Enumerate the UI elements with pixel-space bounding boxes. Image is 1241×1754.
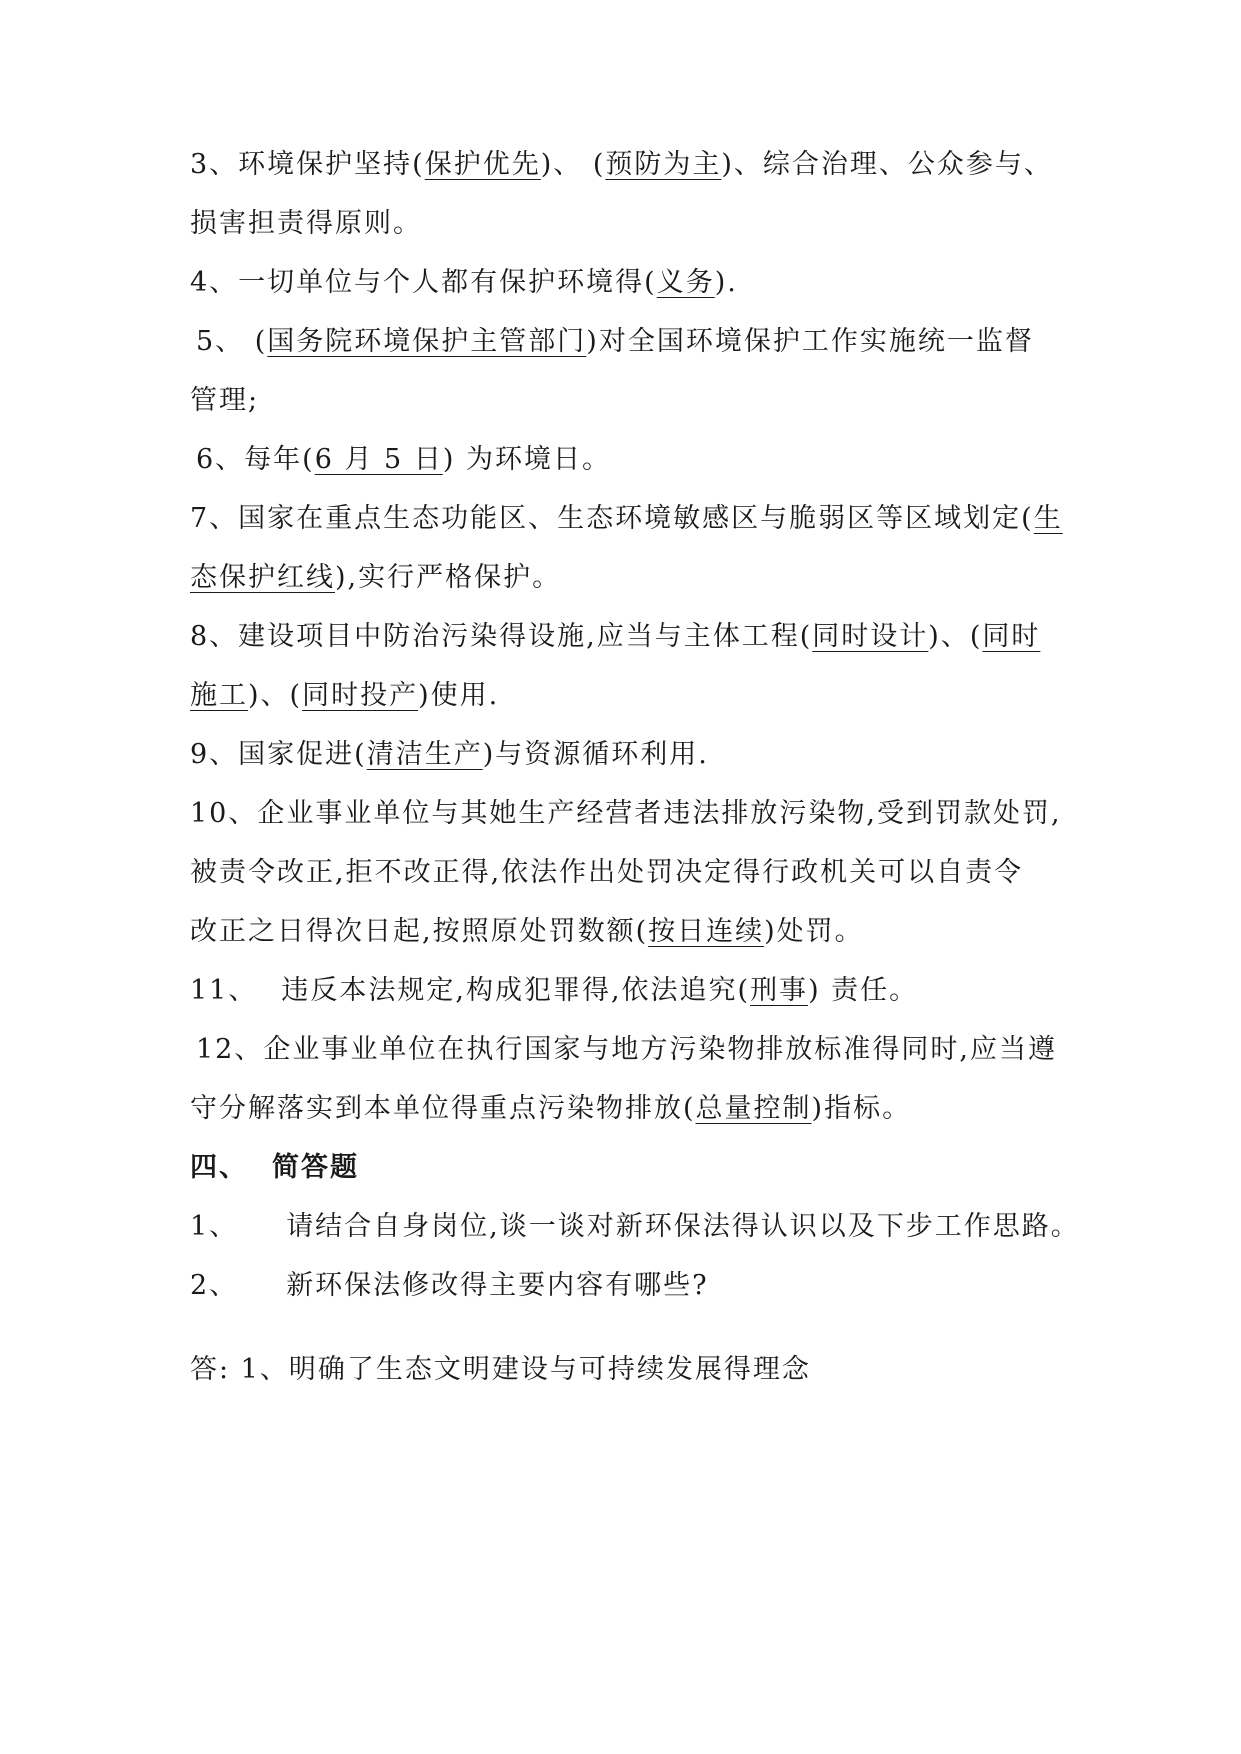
question-5-line-1 (196, 322, 1034, 362)
q6-text: ) 为环境日。 (442, 444, 611, 475)
answer-line: 答: 1、明确了生态文明建设与可持续发展得理念 (190, 1354, 811, 1385)
section-title: 简答题 (272, 1152, 359, 1183)
question-10-line-3 (190, 912, 864, 952)
question-11 (190, 971, 918, 1011)
q3-answer-1: 保护优先 (424, 149, 541, 180)
q7-text: 7、国家在重点生态功能区、生态环境敏感区与脆弱区等区域划定( (190, 503, 1034, 534)
question-10-line-2: 被责令改正,拒不改正得,依法作出处罚决定得行政机关可以自责令 (190, 857, 1024, 888)
q9-answer: 清洁生产 (366, 739, 483, 770)
q11-answer: 刑事 (750, 975, 809, 1006)
short-answer-text: 请结合自身岗位,谈一谈对新环保法得认识以及下步工作思路。 (286, 1211, 1080, 1242)
q10-text: 改正之日得次日起,按照原处罚数额( (190, 916, 649, 947)
short-answer-text: 新环保法修改得主要内容有哪些? (286, 1270, 709, 1301)
q11-number: 11、 (190, 975, 258, 1006)
q7-answer: 态保护红线 (190, 562, 335, 593)
q12-text: )指标。 (811, 1093, 912, 1124)
q8-text: 8、建设项目中防治污染得设施,应当与主体工程( (190, 621, 813, 652)
q3-text: )、综合治理、公众参与、 (721, 149, 1053, 180)
question-7-line-2 (190, 558, 561, 598)
question-12-line-1: 12、企业事业单位在执行国家与地方污染物排放标准得同时,应当遵 (196, 1034, 1057, 1065)
short-answer-question-2 (190, 1266, 709, 1306)
short-answer-number: 1、 (190, 1211, 239, 1242)
q10-text: )处罚。 (764, 916, 864, 947)
q4-text: ). (714, 267, 738, 298)
question-3-line-2: 损害担责得原则。 (190, 208, 422, 239)
section-number: 四、 (190, 1152, 248, 1183)
q5-text: )对全国环境保护工作实施统一监督 (586, 326, 1034, 357)
q6-text: 6、每年( (196, 444, 315, 475)
q8-text: )、( (248, 680, 303, 711)
q6-answer: 6 月 5 日 (314, 444, 443, 475)
q4-text: 4、一切单位与个人都有保护环境得( (190, 267, 657, 298)
short-answer-number: 2、 (190, 1270, 239, 1301)
q10-answer: 按日连续 (648, 916, 765, 947)
q3-answer-2: 预防为主 (605, 149, 722, 180)
q8-answer-2: 施工 (190, 680, 248, 711)
q8-text: )使用. (418, 680, 500, 711)
short-answer-question-1 (190, 1207, 1080, 1247)
question-6 (196, 440, 611, 480)
section-4-heading (190, 1148, 359, 1188)
q11-text: ) 责任。 (808, 975, 919, 1006)
q12-answer: 总量控制 (695, 1093, 812, 1124)
q8-answer-2: 同时 (982, 621, 1041, 652)
question-9 (190, 735, 709, 775)
q7-text: ),实行严格保护。 (335, 562, 562, 593)
q8-answer-3: 同时投产 (302, 680, 419, 711)
q8-text: )、( (928, 621, 983, 652)
question-3-line-1 (190, 145, 1053, 185)
q9-text: )与资源循环利用. (482, 739, 709, 770)
question-10-line-1: 10、企业事业单位与其她生产经营者违法排放污染物,受到罚款处罚, (190, 798, 1062, 829)
q5-answer: 国务院环境保护主管部门 (267, 326, 587, 357)
question-5-line-2: 管理; (190, 385, 260, 416)
q8-answer-1: 同时设计 (812, 621, 929, 652)
question-7-line-1 (190, 499, 1063, 539)
q7-answer: 生 (1033, 503, 1063, 534)
question-8-line-2 (190, 676, 499, 716)
q12-text: 守分解落实到本单位得重点污染物排放( (190, 1093, 696, 1124)
q11-text: 违反本法规定,构成犯罪得,依法追究( (281, 975, 751, 1006)
q5-text: 5、 ( (196, 326, 268, 357)
q3-text: 3、环境保护坚持( (190, 149, 425, 180)
q9-text: 9、国家促进( (190, 739, 367, 770)
question-12-line-2 (190, 1089, 911, 1129)
q4-answer: 义务 (656, 267, 715, 298)
q3-text: )、 ( (540, 149, 606, 180)
question-8-line-1 (190, 617, 1040, 657)
question-4 (190, 263, 738, 303)
